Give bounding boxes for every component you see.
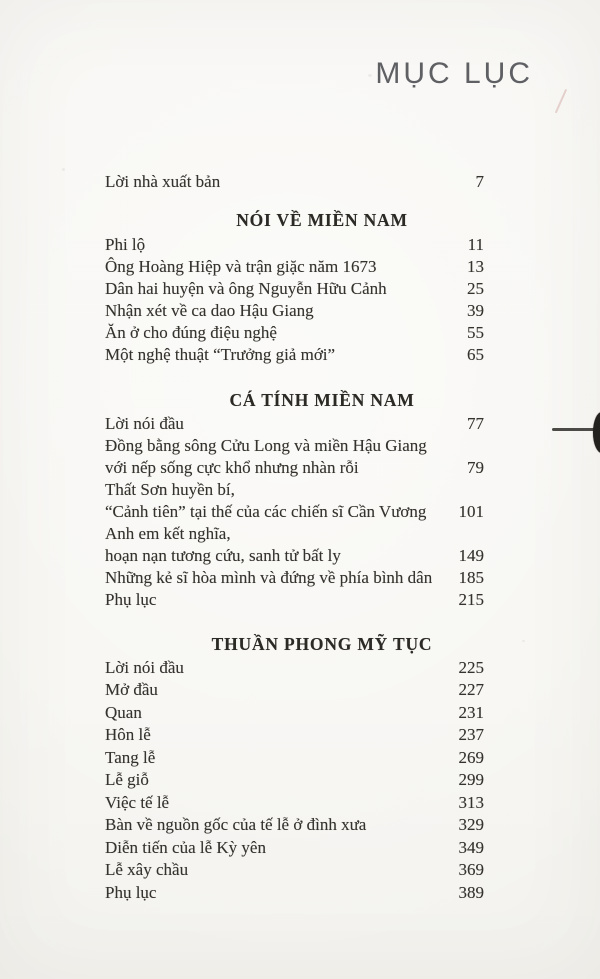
toc-entry-label: Lời nói đầu: [105, 657, 184, 677]
toc-entry-label: Ông Hoàng Hiệp và trận giặc năm 1673: [105, 257, 377, 277]
toc-entry: [105, 545, 484, 567]
toc-entry-label: Quan: [105, 702, 142, 722]
toc-entry-label: “Cảnh tiên” tại thế của các chiến sĩ Cần Vương: [105, 502, 427, 521]
toc-section: [105, 234, 484, 367]
toc-entry-label: hoạn nạn tương cứu, sanh tử bất ly: [105, 546, 341, 565]
toc-entry: [105, 171, 484, 193]
toc-entry-page: 65: [467, 345, 484, 365]
toc-front-matter: [105, 171, 484, 193]
toc-entry-page: 269: [458, 747, 484, 767]
toc-entry-label: Ăn ở cho đúng điệu nghệ: [105, 323, 277, 343]
toc-entry-page: 11: [467, 235, 484, 254]
toc-entry: [105, 523, 484, 545]
toc-entry: [105, 457, 484, 479]
toc-entry: [105, 567, 484, 589]
scan-speck: [368, 74, 372, 77]
toc-entry: [105, 501, 484, 523]
toc-entry-page: 149: [458, 546, 484, 565]
toc-entry-page: 389: [458, 882, 484, 902]
toc-entry: [105, 859, 484, 882]
toc-entry: [105, 589, 484, 611]
toc-section: [105, 657, 484, 905]
toc-entry-label: Thất Sơn huyền bí,: [105, 480, 235, 499]
toc-entry-label: với nếp sống cực khổ nhưng nhàn rỗi: [105, 458, 359, 477]
toc-entry-label: Lời nhà xuất bản: [105, 172, 221, 191]
toc-entry-label: Bàn về nguồn gốc của tế lễ ở đình xưa: [105, 815, 367, 835]
toc-entry-page: 7: [475, 172, 484, 191]
toc-entry-page: 313: [458, 792, 484, 812]
toc-entry-label: Tang lễ: [105, 747, 156, 767]
toc-entry-page: 231: [458, 702, 484, 722]
toc-section-heading: THUẦN PHONG MỸ TỤC: [211, 634, 433, 654]
toc-section-heading: NÓI VỀ MIỀN NAM: [236, 210, 408, 230]
toc-entry: [105, 814, 484, 837]
toc-entry-label: Diễn tiến của lễ Kỳ yên: [105, 837, 266, 857]
toc-entry-label: Việc tế lễ: [105, 792, 170, 812]
scan-speck: [62, 168, 65, 171]
toc-entry-page: 25: [467, 279, 484, 299]
toc-entry-page: 77: [467, 414, 484, 433]
toc-entry-label: Lễ xây chầu: [105, 860, 189, 880]
scan-bookmark-blob-mark: [593, 412, 600, 453]
scan-bookmark-line-mark: [552, 428, 597, 431]
toc-entry-label: Phi lộ: [105, 235, 146, 254]
toc-entry-page: 13: [467, 257, 484, 277]
toc-entry-page: 349: [458, 837, 484, 857]
toc-entry-page: 79: [467, 458, 484, 477]
toc-entry: [105, 435, 484, 457]
toc-entry: [105, 657, 484, 680]
toc-entry-label: Đồng bằng sông Cửu Long và miền Hậu Giang: [105, 436, 427, 455]
toc-entry-page: 39: [467, 301, 484, 321]
toc-entry-page: 185: [458, 568, 484, 587]
scan-scratch-mark: [555, 89, 567, 113]
toc-entry: [105, 234, 484, 256]
toc-entry-label: Lời nói đầu: [105, 414, 184, 433]
toc-entry: [105, 792, 484, 815]
toc-entry-page: 215: [458, 590, 484, 609]
toc-entry: [105, 747, 484, 770]
toc-entry-label: Mở đầu: [105, 680, 158, 700]
toc-entry-label: Một nghệ thuật “Trưởng giả mới”: [105, 345, 336, 365]
toc-entry-page: 369: [458, 860, 484, 880]
toc-entry-page: 329: [458, 815, 484, 835]
page-title: MỤC LỤC: [375, 57, 533, 90]
scan-speck: [522, 640, 525, 642]
toc-entry-label: Dân hai huyện và ông Nguyễn Hữu Cảnh: [105, 279, 387, 299]
toc-entry-page: 101: [458, 502, 484, 521]
toc-entry: [105, 256, 484, 278]
toc-entry: [105, 837, 484, 860]
toc-entry-page: 55: [467, 323, 484, 343]
toc-entry-label: Nhận xét về ca dao Hậu Giang: [105, 301, 314, 321]
toc-entry-page: 225: [458, 657, 484, 677]
toc-entry: [105, 679, 484, 702]
toc-entry: [105, 724, 484, 747]
toc-entry-label: Lễ giỗ: [105, 770, 149, 790]
toc-entry-label: Phụ lục: [105, 590, 157, 609]
toc-entry-label: Những kẻ sĩ hòa mình và đứng về phía bình dân: [105, 568, 433, 587]
toc-entry-label: Phụ lục: [105, 882, 157, 902]
toc-entry: [105, 882, 484, 905]
toc-section-heading: CÁ TÍNH MIỀN NAM: [229, 390, 415, 410]
toc-entry-label: Hôn lễ: [105, 725, 151, 745]
toc-entry: [105, 702, 484, 725]
toc-entry: [105, 344, 484, 366]
toc-entry-page: 237: [458, 725, 484, 745]
toc-section: [105, 413, 484, 611]
toc-entry: [105, 322, 484, 344]
toc-entry: [105, 413, 484, 435]
toc-entry-label: Anh em kết nghĩa,: [105, 524, 231, 543]
toc-entry: [105, 278, 484, 300]
toc-entry: [105, 479, 484, 501]
toc-entry: [105, 769, 484, 792]
toc-entry-page: 299: [458, 770, 484, 790]
toc-entry-page: 227: [458, 680, 484, 700]
toc-entry: [105, 300, 484, 322]
